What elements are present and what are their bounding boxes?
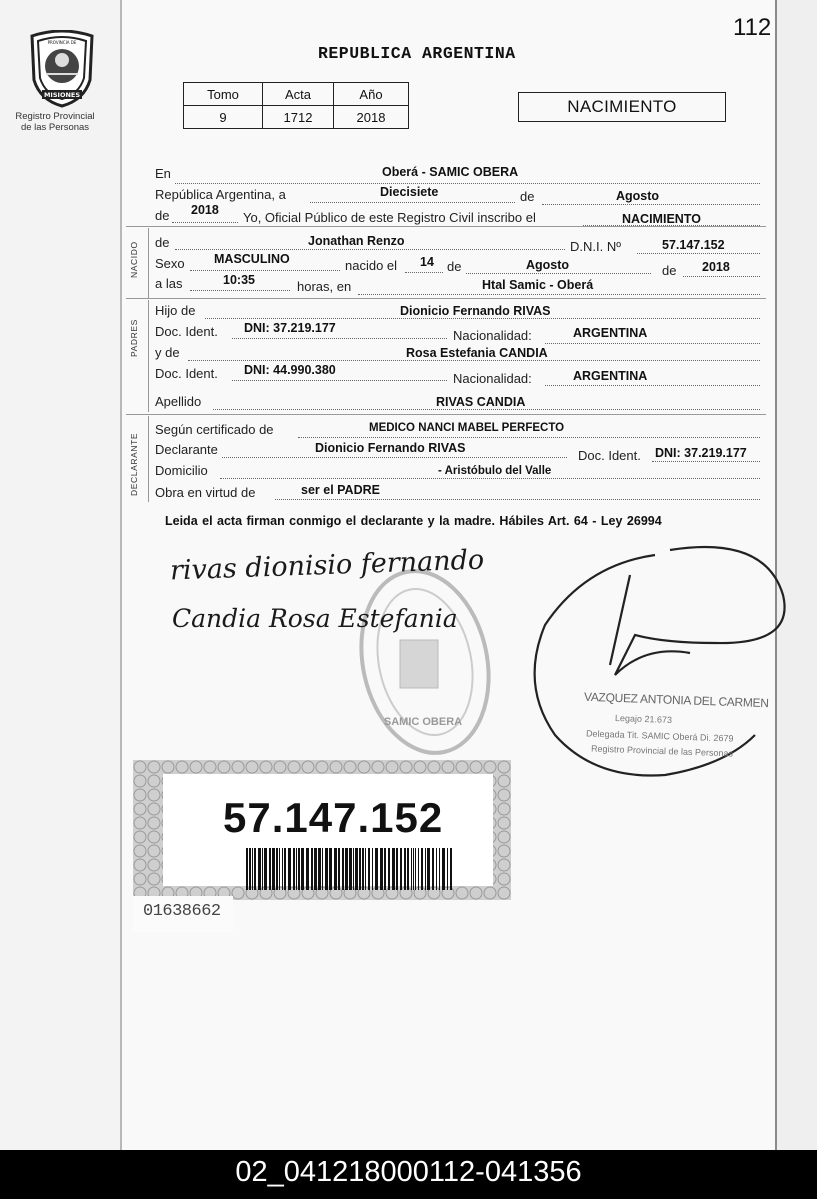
fill-line (545, 343, 760, 344)
birth-day-value: 14 (420, 255, 434, 269)
fill-line (232, 380, 447, 381)
label-republica: República Argentina, a (155, 187, 286, 202)
label-obra: Obra en virtud de (155, 485, 256, 500)
fill-line (232, 338, 447, 339)
label-horas-en: horas, en (297, 279, 352, 294)
fill-line (358, 294, 760, 295)
id-sticker (133, 760, 511, 900)
fill-line (545, 385, 760, 386)
fill-line (652, 461, 760, 462)
section-nacido: NACIDO (129, 241, 139, 278)
label-dni: D.N.I. Nº (570, 239, 621, 254)
closing-statement: Leida el acta firman conmigo el declarante y la madre. Hábiles Art. 64 - Ley 26994 (165, 514, 662, 528)
mother-name-value: Rosa Estefania CANDIA (406, 346, 548, 360)
birth-month-value: Agosto (526, 258, 570, 272)
left-margin (0, 0, 122, 1150)
label-de-year: de (155, 208, 170, 223)
fill-line (213, 409, 760, 410)
fill-line (172, 222, 238, 223)
label-de-year2: de (662, 263, 677, 278)
label-nacionalidad-father: Nacionalidad: (453, 328, 532, 343)
label-sexo: Sexo (155, 256, 185, 271)
registry-table (183, 82, 409, 129)
section-divider (126, 298, 766, 299)
label-oficial: Yo, Oficial Público de este Registro Civil inscribo el (243, 210, 536, 225)
label-a-las: a las (155, 276, 183, 291)
section-divider (126, 226, 766, 227)
mother-signature: Candia Rosa Estefania (172, 604, 458, 633)
fill-line (275, 499, 760, 500)
label-apellido: Apellido (155, 394, 202, 409)
month-value: Agosto (616, 189, 660, 203)
svg-text:PROVINCIA DE: PROVINCIA DE (47, 40, 77, 45)
year-value: 2018 (191, 203, 219, 217)
label-nacido-el: nacido el (345, 258, 398, 273)
fill-line (683, 276, 760, 277)
fill-line (175, 183, 760, 184)
father-name-value: Dionicio Fernando RIVAS (400, 304, 551, 318)
fill-line (637, 253, 760, 254)
fill-line (298, 437, 760, 438)
stamp-text: SAMIC OBERA (383, 716, 463, 728)
fill-line (310, 202, 515, 203)
label-doc-ident-declarant: Doc. Ident. (578, 448, 641, 463)
label-segun: Según certificado de (155, 422, 274, 437)
label-de-child: de (155, 235, 170, 250)
declarant-dni-value: DNI: 37.219.177 (655, 446, 747, 460)
label-en: En (155, 166, 171, 181)
registry-caption-line2: de las Personas (20, 122, 90, 133)
page-number: 112 (733, 14, 772, 41)
label-nacionalidad-mother: Nacionalidad: (453, 371, 532, 386)
surname-value: RIVAS CANDIA (436, 395, 526, 409)
acta-value: 1712 (263, 106, 334, 129)
day-words-value: Diecisiete (380, 185, 439, 199)
label-domicilio: Domicilio (155, 463, 208, 478)
officer-name: VAZQUEZ ANTONIA DEL CARMEN (583, 689, 769, 711)
label-de: de (520, 189, 535, 204)
province-seal-icon (24, 30, 100, 108)
label-de-month: de (447, 259, 462, 274)
barcode (246, 848, 456, 890)
birth-place-value: Htal Samic - Oberá (482, 278, 594, 292)
father-signature: rivas dionisio fernando (169, 544, 485, 587)
sex-value: MASCULINO (214, 252, 290, 266)
officer-role: Delegada Tit. SAMIC Oberá Di. 2679 (585, 728, 734, 744)
fill-line (542, 204, 760, 205)
section-declarante: DECLARANTE (129, 432, 139, 496)
fill-line (405, 272, 443, 273)
section-rule (148, 228, 149, 298)
barcode-stripes (246, 848, 456, 890)
father-dni-value: DNI: 37.219.177 (244, 321, 336, 335)
fill-line (188, 360, 760, 361)
capacity-value: ser el PADRE (301, 483, 380, 497)
fill-line (205, 318, 760, 319)
address-value: - Aristóbulo del Valle (438, 465, 552, 477)
serial-label (133, 896, 233, 932)
footer-bar (0, 1150, 817, 1199)
footer-id: 02_041218000112-041356 (235, 1156, 582, 1188)
act-value: NACIMIENTO (622, 212, 701, 226)
sticker-number: 57.147.152 (223, 794, 444, 841)
registry-stamp (345, 560, 505, 770)
fill-line (190, 290, 290, 291)
father-nationality-value: ARGENTINA (573, 326, 648, 340)
fill-line (222, 457, 567, 458)
place-value: Oberá - SAMIC OBERA (382, 165, 519, 179)
birth-time-value: 10:35 (223, 273, 255, 287)
anio-value: 2018 (334, 106, 409, 129)
officer-legajo: Legajo 21.673 (614, 713, 673, 725)
anio-header: Año (334, 83, 409, 106)
section-padres: PADRES (129, 319, 139, 357)
officer-registry: Registro Provincial de las Personas (590, 743, 734, 759)
tomo-header: Tomo (184, 83, 263, 106)
birth-year-value: 2018 (702, 260, 730, 274)
act-type-box: NACIMIENTO (518, 92, 726, 122)
label-hijo-de: Hijo de (155, 303, 196, 318)
declarant-value: Dionicio Fernando RIVAS (315, 441, 466, 455)
mother-nationality-value: ARGENTINA (573, 369, 648, 383)
document-title: REPUBLICA ARGENTINA (318, 44, 516, 63)
fill-line (190, 270, 340, 271)
serial-number: 01638662 (143, 902, 221, 921)
label-y-de: y de (155, 345, 180, 360)
child-dni-value: 57.147.152 (662, 238, 725, 252)
label-doc-ident-mother: Doc. Ident. (155, 366, 218, 381)
certificate-by-value: MEDICO NANCI MABEL PERFECTO (369, 422, 565, 434)
sticker-label (163, 774, 493, 886)
mother-dni-value: DNI: 44.990.380 (244, 363, 336, 377)
fill-line (220, 478, 760, 479)
section-divider (126, 414, 766, 415)
label-doc-ident-father: Doc. Ident. (155, 324, 218, 339)
label-declarante: Declarante (155, 442, 218, 457)
fill-line (175, 249, 565, 250)
acta-header: Acta (263, 83, 334, 106)
fill-line (466, 273, 651, 274)
tomo-value: 9 (184, 106, 263, 129)
svg-text:MISIONES: MISIONES (43, 91, 81, 99)
registry-caption-line1: Registro Provincial (15, 111, 95, 122)
section-rule (148, 300, 149, 412)
child-name-value: Jonathan Renzo (308, 234, 405, 248)
section-rule (148, 416, 149, 502)
registry-caption (5, 111, 105, 133)
